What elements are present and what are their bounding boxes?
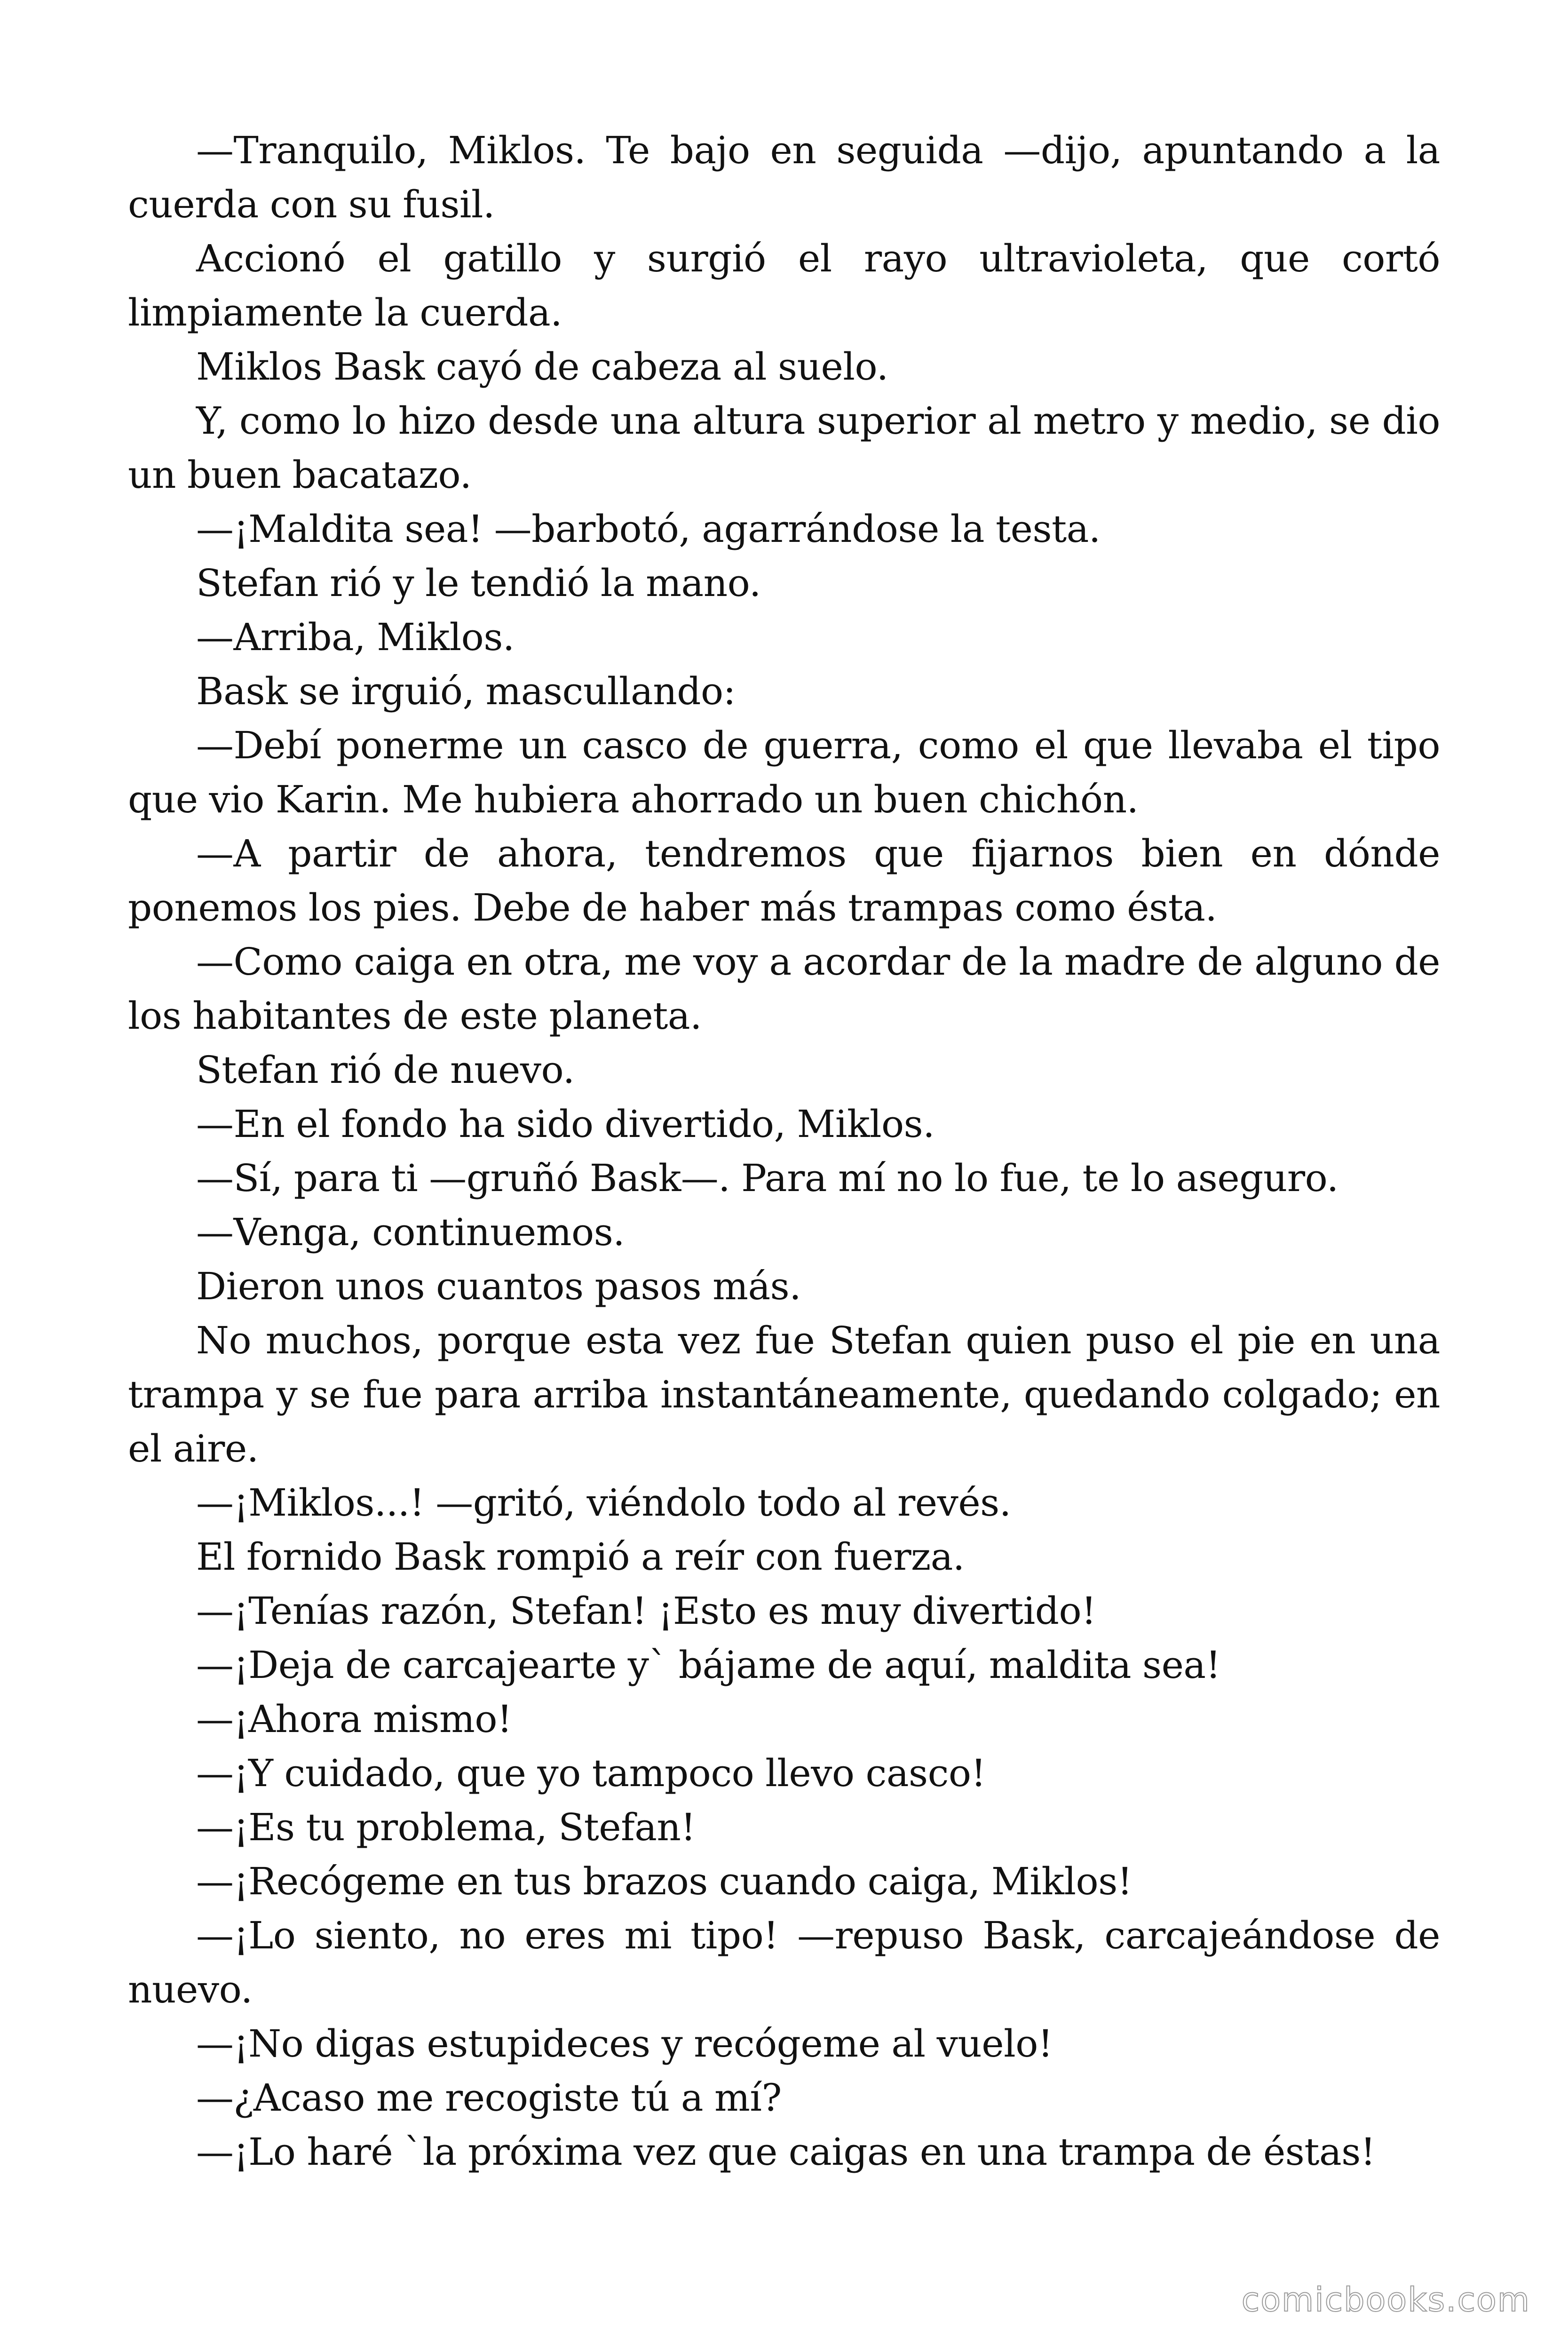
paragraph: No muchos, porque esta vez fue Stefan quien puso el pie en una trampa y se fue para arriba instantáneamente, quedando colgado; en el aire. [128,1319,1440,1470]
paragraph: —¡No digas estupideces y recógeme al vuelo! [196,2022,1053,2066]
paragraph: Y, como lo hizo desde una altura superior al metro y medio, se dio un buen bacatazo. [128,399,1440,497]
paragraph: El fornido Bask rompió a reír con fuerza. [196,1535,965,1579]
paragraph: Bask se irguió, mascullando: [196,669,736,713]
paragraph: —Debí ponerme un casco de guerra, como el que llevaba el tipo que vio Karin. Me hubiera ahorrado un buen chichón. [128,723,1440,821]
paragraph: Stefan rió de nuevo. [196,1048,575,1092]
watermark-logo: comicbooks.com [1241,2280,1530,2319]
paragraph: —¡Deja de carcajearte y` bájame de aquí, maldita sea! [196,1643,1221,1687]
paragraph: —¡Y cuidado, que yo tampoco llevo casco! [196,1751,986,1795]
book-page-body [128,123,1440,2179]
paragraph: Miklos Bask cayó de cabeza al suelo. [196,345,888,389]
paragraph: —¡Lo siento, no eres mi tipo! —repuso Bask, carcajeándose de nuevo. [128,1914,1440,2011]
paragraph: —¡Ahora mismo! [196,1697,512,1741]
paragraph: Dieron unos cuantos pasos más. [196,1264,801,1308]
paragraph: —¡Es tu problema, Stefan! [196,1805,696,1849]
paragraph: —En el fondo ha sido divertido, Miklos. [196,1102,935,1146]
paragraph: —Tranquilo, Miklos. Te bajo en seguida —dijo, apuntando a la cuerda con su fusil. [128,128,1440,226]
paragraph: —¡Miklos...! —gritó, viéndolo todo al revés. [196,1481,1011,1525]
paragraph: —¿Acaso me recogiste tú a mí? [196,2076,782,2120]
paragraph: Stefan rió y le tendió la mano. [196,561,761,605]
paragraph: —Arriba, Miklos. [196,615,515,659]
paragraph: —¡Tenías razón, Stefan! ¡Esto es muy divertido! [196,1589,1096,1633]
paragraph: —Como caiga en otra, me voy a acordar de la madre de alguno de los habitantes de este planeta. [128,940,1440,1038]
paragraph: —Sí, para ti —gruñó Bask—. Para mí no lo fue, te lo aseguro. [196,1156,1338,1200]
paragraph: Accionó el gatillo y surgió el rayo ultravioleta, que cortó limpiamente la cuerda. [128,237,1440,334]
paragraph: —Venga, continuemos. [196,1210,625,1254]
paragraph: —A partir de ahora, tendremos que fijarnos bien en dónde ponemos los pies. Debe de haber más trampas como ésta. [128,832,1440,930]
paragraph: —¡Recógeme en tus brazos cuando caiga, Miklos! [196,1859,1132,1903]
paragraph: —¡Maldita sea! —barbotó, agarrándose la testa. [196,507,1101,551]
paragraph: —¡Lo haré `la próxima vez que caigas en una trampa de éstas! [196,2130,1376,2174]
